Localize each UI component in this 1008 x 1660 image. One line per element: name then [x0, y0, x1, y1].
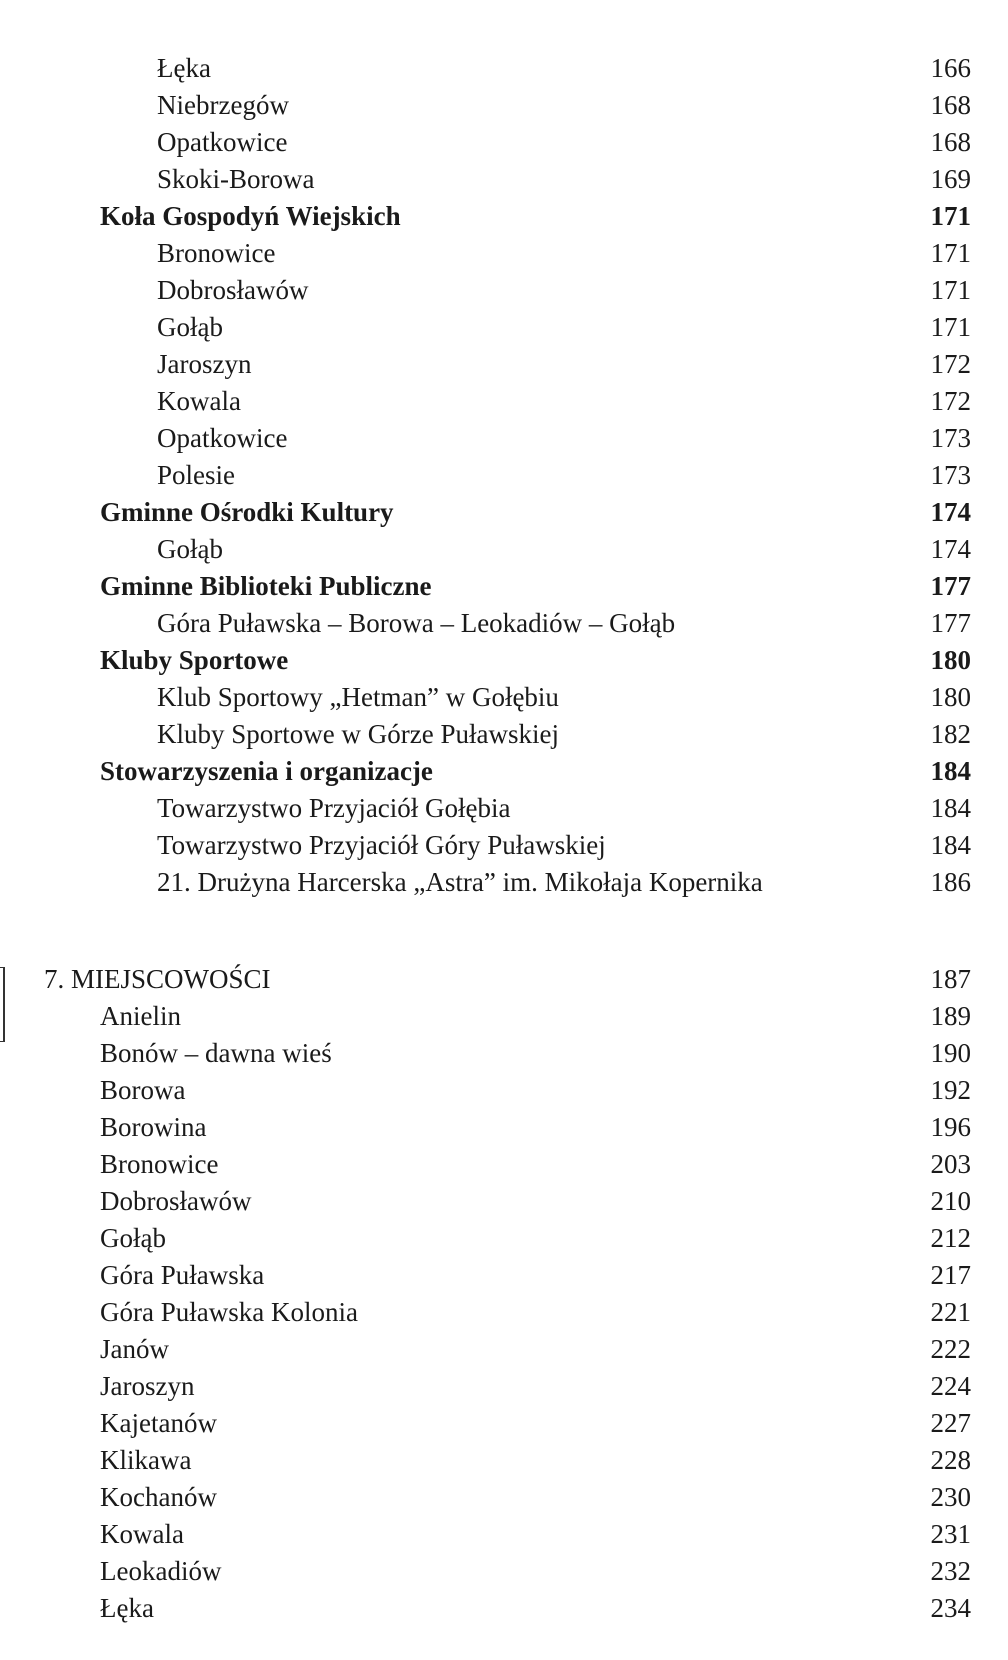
- toc-subentry-page-number: 184: [930, 793, 971, 823]
- toc-place-entry: [0, 1257, 1008, 1294]
- toc-place-entry-title: Dobrosławów: [100, 1186, 252, 1216]
- toc-section-entry-title: Kluby Sportowe: [100, 645, 289, 675]
- toc-place-entry-title: Kowala: [100, 1519, 184, 1549]
- toc-section-entry-page-number: 177: [930, 571, 971, 601]
- toc-subentry: [0, 827, 1008, 864]
- toc-place-entry-title: Bronowice: [100, 1149, 219, 1179]
- toc-subentry-title: Kluby Sportowe w Górze Puławskiej: [157, 719, 559, 749]
- toc-place-entry: [0, 1294, 1008, 1331]
- toc-place-entry: [0, 1405, 1008, 1442]
- toc-place-entry-title: Góra Puławska: [100, 1260, 265, 1290]
- toc-place-entry: [0, 1516, 1008, 1553]
- toc-section-entry-page-number: 174: [930, 497, 971, 527]
- toc-place-entry-title: Borowina: [100, 1112, 207, 1142]
- toc-section-entry-title: Gminne Biblioteki Publiczne: [100, 571, 432, 601]
- toc-place-entry-page-number: 232: [930, 1556, 971, 1586]
- margin-mark: [0, 967, 5, 1042]
- toc-subentry: [0, 420, 1008, 457]
- toc-subentry: [0, 272, 1008, 309]
- toc-section-entry: [0, 494, 1008, 531]
- toc-subentry: [0, 124, 1008, 161]
- toc-place-entry-page-number: 210: [930, 1186, 971, 1216]
- toc-subentry-page-number: 173: [930, 423, 971, 453]
- toc-place-entry-title: Kochanów: [100, 1482, 217, 1512]
- toc-subentry-title: Bronowice: [157, 238, 276, 268]
- toc-subentry: [0, 309, 1008, 346]
- toc-subentry-page-number: 169: [930, 164, 971, 194]
- toc-place-entry-page-number: 224: [930, 1371, 971, 1401]
- toc-place-entry-page-number: 217: [930, 1260, 971, 1290]
- toc-place-entry-page-number: 189: [930, 1001, 971, 1031]
- toc-subentry-title: Góra Puławska – Borowa – Leokadiów – Gołąb: [157, 608, 676, 638]
- toc-subentry-title: Towarzystwo Przyjaciół Góry Puławskiej: [157, 830, 606, 860]
- toc-subentry-title: Polesie: [157, 460, 235, 490]
- toc-place-entry-title: Kajetanów: [100, 1408, 217, 1438]
- chapter-heading: [0, 961, 1008, 998]
- toc-subentry: [0, 531, 1008, 568]
- toc-section-entry-page-number: 184: [930, 756, 971, 786]
- toc-subentry-title: Kowala: [157, 386, 241, 416]
- toc-subentry-page-number: 171: [930, 312, 971, 342]
- toc-subentry: [0, 605, 1008, 642]
- toc-place-entry-title: Leokadiów: [100, 1556, 222, 1586]
- toc-subentry-page-number: 177: [930, 608, 971, 638]
- toc-place-entry-title: Góra Puławska Kolonia: [100, 1297, 358, 1327]
- toc-place-entry-page-number: 192: [930, 1075, 971, 1105]
- toc-subentry-title: Łęka: [157, 53, 211, 83]
- toc-place-entry: [0, 1442, 1008, 1479]
- toc-subentry-page-number: 168: [930, 127, 971, 157]
- toc-section-entry: [0, 198, 1008, 235]
- toc-subentry: [0, 346, 1008, 383]
- toc-subentry-title: Jaroszyn: [157, 349, 252, 379]
- toc-subentry-page-number: 180: [930, 682, 971, 712]
- toc-subentry-page-number: 168: [930, 90, 971, 120]
- section-gap: [0, 901, 1008, 961]
- toc-subentry: [0, 161, 1008, 198]
- toc-subentry: [0, 679, 1008, 716]
- table-of-contents: [0, 50, 1008, 1627]
- chapter-title: 7. MIEJSCOWOŚCI: [44, 964, 271, 994]
- toc-place-entry: [0, 1331, 1008, 1368]
- toc-section-entry: [0, 753, 1008, 790]
- toc-place-entry-title: Janów: [100, 1334, 169, 1364]
- toc-subentry-page-number: 174: [930, 534, 971, 564]
- toc-section-entry-page-number: 171: [930, 201, 971, 231]
- sections-list: [0, 50, 1008, 901]
- toc-place-entry: [0, 998, 1008, 1035]
- toc-place-entry-page-number: 228: [930, 1445, 971, 1475]
- toc-subentry: [0, 383, 1008, 420]
- toc-subentry-page-number: 173: [930, 460, 971, 490]
- toc-subentry: [0, 235, 1008, 272]
- toc-subentry: [0, 87, 1008, 124]
- toc-place-entry-title: Jaroszyn: [100, 1371, 195, 1401]
- toc-place-entry-title: Bonów – dawna wieś: [100, 1038, 332, 1068]
- toc-subentry-page-number: 172: [930, 349, 971, 379]
- toc-place-entry: [0, 1220, 1008, 1257]
- toc-subentry-title: Skoki-Borowa: [157, 164, 315, 194]
- toc-place-entry-page-number: 227: [930, 1408, 971, 1438]
- toc-subentry-page-number: 166: [930, 53, 971, 83]
- toc-place-entry: [0, 1553, 1008, 1590]
- toc-section-entry: [0, 642, 1008, 679]
- toc-place-entry-page-number: 196: [930, 1112, 971, 1142]
- toc-subentry: [0, 457, 1008, 494]
- toc-subentry-page-number: 171: [930, 275, 971, 305]
- toc-section-entry-title: Gminne Ośrodki Kultury: [100, 497, 394, 527]
- toc-section-entry-title: Koła Gospodyń Wiejskich: [100, 201, 401, 231]
- chapter-page-number: 187: [930, 964, 971, 994]
- toc-place-entry-title: Borowa: [100, 1075, 186, 1105]
- toc-place-entry-title: Gołąb: [100, 1223, 166, 1253]
- toc-subentry-page-number: 182: [930, 719, 971, 749]
- toc-place-entry: [0, 1035, 1008, 1072]
- toc-place-entry-page-number: 234: [930, 1593, 971, 1623]
- toc-place-entry: [0, 1590, 1008, 1627]
- toc-subentry-title: Niebrzegów: [157, 90, 289, 120]
- toc-place-entry-page-number: 231: [930, 1519, 971, 1549]
- toc-subentry-title: Towarzystwo Przyjaciół Gołębia: [157, 793, 511, 823]
- toc-subentry-page-number: 184: [930, 830, 971, 860]
- toc-place-entry-page-number: 222: [930, 1334, 971, 1364]
- toc-place-entry-page-number: 190: [930, 1038, 971, 1068]
- toc-subentry-page-number: 172: [930, 386, 971, 416]
- toc-subentry-title: Dobrosławów: [157, 275, 309, 305]
- toc-place-entry-title: Anielin: [100, 1001, 181, 1031]
- toc-place-entry-page-number: 212: [930, 1223, 971, 1253]
- toc-subentry-title: Gołąb: [157, 534, 223, 564]
- toc-place-entry: [0, 1072, 1008, 1109]
- places-list: [0, 998, 1008, 1627]
- toc-place-entry: [0, 1109, 1008, 1146]
- toc-subentry-title: Opatkowice: [157, 127, 288, 157]
- toc-subentry-title: Gołąb: [157, 312, 223, 342]
- toc-subentry: [0, 864, 1008, 901]
- toc-subentry: [0, 790, 1008, 827]
- toc-subentry-page-number: 186: [930, 867, 971, 897]
- toc-subentry-page-number: 171: [930, 238, 971, 268]
- toc-subentry: [0, 716, 1008, 753]
- toc-place-entry: [0, 1368, 1008, 1405]
- toc-section-entry-title: Stowarzyszenia i organizacje: [100, 756, 433, 786]
- toc-place-entry-title: Klikawa: [100, 1445, 192, 1475]
- toc-subentry-title: Opatkowice: [157, 423, 288, 453]
- toc-place-entry-page-number: 230: [930, 1482, 971, 1512]
- toc-place-entry: [0, 1479, 1008, 1516]
- toc-place-entry-page-number: 203: [930, 1149, 971, 1179]
- toc-subentry-title: Klub Sportowy „Hetman” w Gołębiu: [157, 682, 559, 712]
- toc-place-entry-page-number: 221: [930, 1297, 971, 1327]
- toc-section-entry-page-number: 180: [930, 645, 971, 675]
- toc-subentry: [0, 50, 1008, 87]
- toc-place-entry: [0, 1146, 1008, 1183]
- toc-place-entry-title: Łęka: [100, 1593, 154, 1623]
- toc-subentry-title: 21. Drużyna Harcerska „Astra” im. Mikołaja Kopernika: [157, 867, 763, 897]
- toc-place-entry: [0, 1183, 1008, 1220]
- toc-section-entry: [0, 568, 1008, 605]
